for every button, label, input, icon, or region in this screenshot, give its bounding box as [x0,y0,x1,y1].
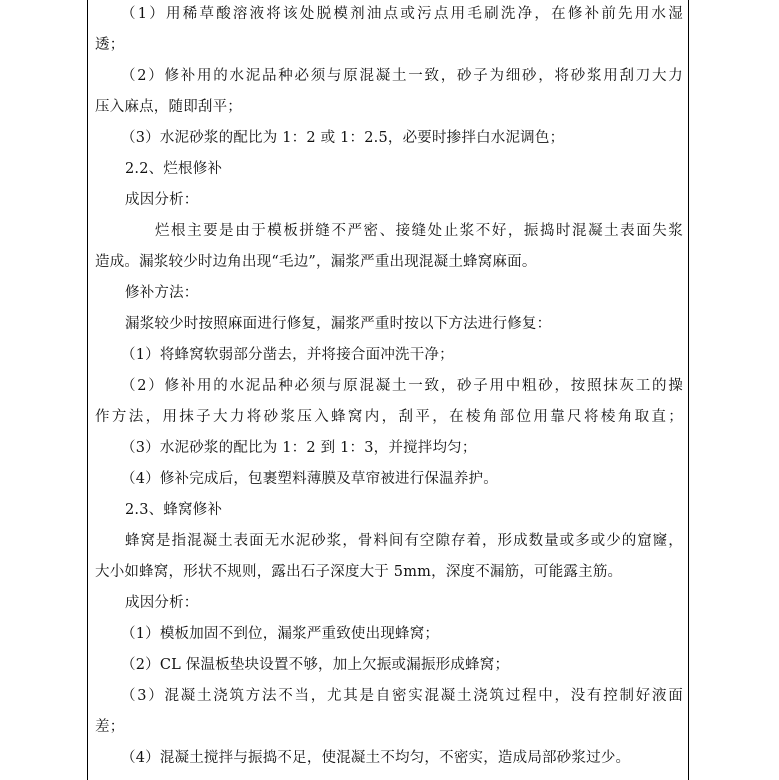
paragraph-line-8: 烂根主要是由于模板拼缝不严密、接缝处止浆不好，振捣时混凝土表面失浆 [155,223,683,239]
paragraph-line-5: （3）水泥砂浆的配比为 1：2 或 1：2.5，必要时掺拌白水泥调色； [121,130,565,146]
section-heading-2-3: 2.3、蜂窝修补 [125,502,223,518]
paragraph-line-21: （1）模板加固不到位，漏浆严重致使出现蜂窝； [121,626,440,642]
table-left-border [87,0,88,780]
paragraph-line-11: 漏浆较少时按照麻面进行修复，漏浆严重时按以下方法进行修复： [125,316,552,332]
subheading-cause-analysis-2: 成因分析： [125,595,199,611]
paragraph-line-23: （3）混凝土浇筑方法不当，尤其是自密实混凝土浇筑过程中，没有控制好液面 [121,688,683,704]
paragraph-line-22: （2）CL 保温板垫块设置不够，加上欠振或漏振形成蜂窝； [121,657,510,673]
paragraph-line-18: 蜂窝是指混凝土表面无水泥砂浆，骨料间有空隙存着，形成数量或多或少的窟窿， [125,533,683,549]
paragraph-line-14: 作方法，用抹子大力将砂浆压入蜂窝内，刮平，在棱角部位用靠尺将棱角取直； [95,409,683,425]
paragraph-line-2: 透； [95,37,125,53]
paragraph-line-12: （1）将蜂窝软弱部分凿去，并将接合面冲洗干净； [121,347,454,363]
paragraph-line-4: 压入麻点，随即刮平； [95,99,242,115]
subheading-cause-analysis: 成因分析： [125,192,199,208]
paragraph-line-16: （4）修补完成后，包裹塑料薄膜及草帘被进行保温养护。 [121,471,498,487]
paragraph-line-9: 造成。漏浆较少时边角出现“毛边”，漏浆严重出现混凝土蜂窝麻面。 [95,254,537,270]
paragraph-line-3: （2）修补用的水泥品种必须与原混凝土一致，砂子为细砂，将砂浆用刮刀大力 [121,68,683,84]
paragraph-line-19: 大小如蜂窝，形状不规则，露出石子深度大于 5mm，深度不漏筋，可能露主筋。 [95,564,623,580]
paragraph-line-24: 差； [95,719,125,735]
paragraph-line-15: （3）水泥砂浆的配比为 1：2 到 1：3，并搅拌均匀； [121,440,477,456]
subheading-repair-method: 修补方法： [125,285,199,301]
paragraph-line-13: （2）修补用的水泥品种必须与原混凝土一致，砂子用中粗砂，按照抹灰工的操 [121,378,683,394]
paragraph-line-1: （1）用稀草酸溶液将该处脱模剂油点或污点用毛刷洗净，在修补前先用水湿 [121,6,683,22]
paragraph-line-25: （4）混凝土搅拌与振捣不足，使混凝土不均匀，不密实，造成局部砂浆过少。 [121,750,631,766]
section-heading-2-2: 2.2、烂根修补 [125,161,223,177]
